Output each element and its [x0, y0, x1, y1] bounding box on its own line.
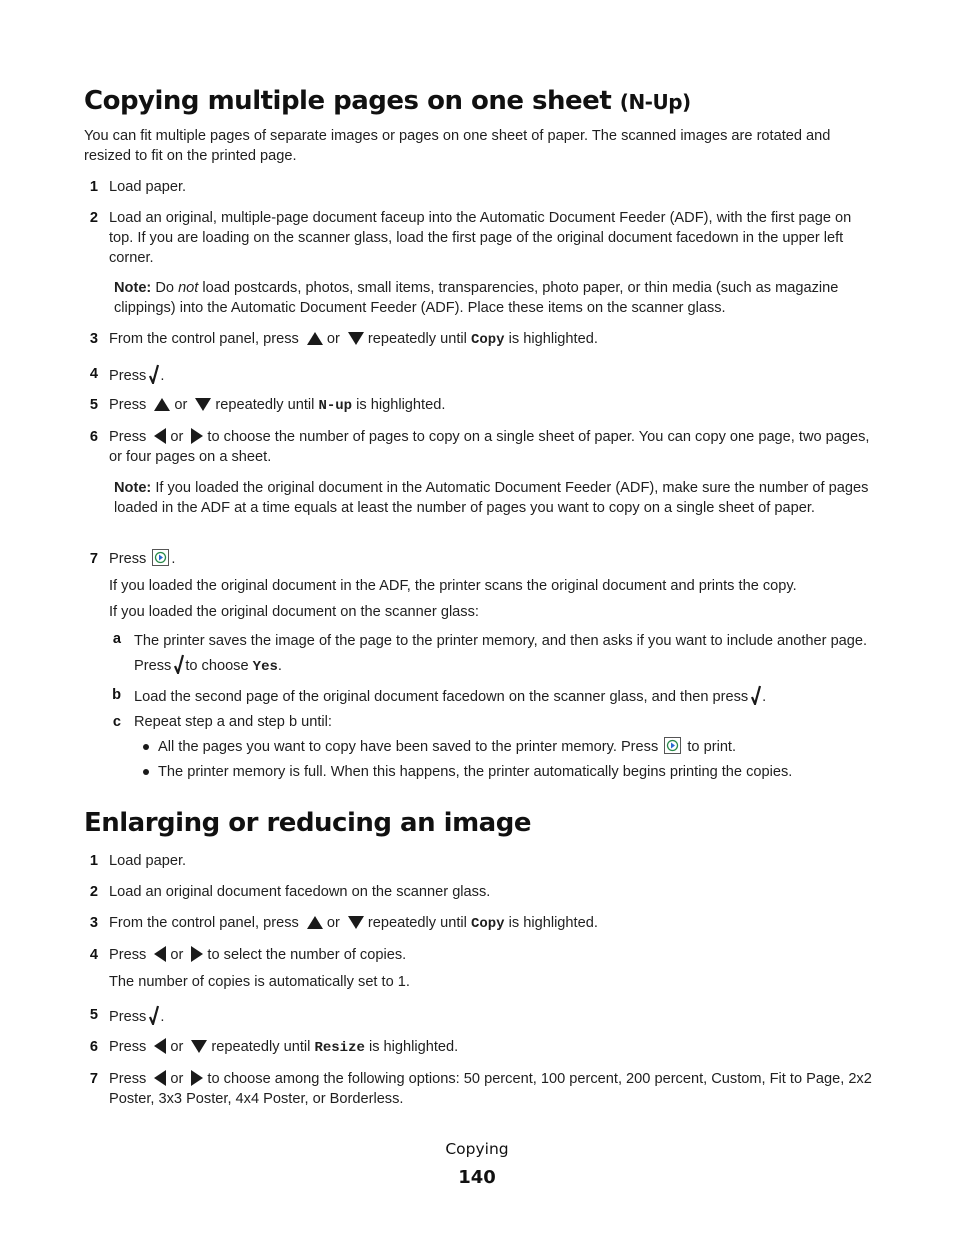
right-arrow-icon — [191, 1070, 203, 1086]
step-number: 4 — [89, 366, 98, 382]
text: Press — [109, 1009, 147, 1025]
step-number: 2 — [89, 884, 98, 900]
left-arrow-icon — [154, 946, 166, 962]
left-arrow-icon — [154, 428, 166, 444]
step-number: 7 — [89, 1071, 98, 1087]
text: From the control panel, press — [109, 915, 299, 931]
text: repeatedly until — [211, 1039, 311, 1055]
note-text: Do — [151, 280, 179, 296]
text: . — [762, 689, 767, 705]
code-text: Copy — [470, 916, 505, 932]
step-number: 3 — [89, 915, 98, 931]
step-text: Load an original, multiple-page document faceup into the Automatic Document Feeder (ADF), with the first page on top. If you are loading on the scanner glass, load the first page of the original document facedown in the upper left corner. — [109, 210, 852, 266]
text: is highlighted. — [508, 915, 598, 931]
text: . — [160, 368, 165, 384]
step-text — [109, 329, 874, 350]
bullet-text: The printer memory is full. When this happens, the printer automatically begins printing the copies. — [158, 764, 793, 780]
title-suffix: (N-Up) — [619, 90, 691, 114]
text: From the control panel, press — [109, 331, 299, 347]
text: to choose — [185, 658, 249, 674]
step-text — [109, 945, 874, 965]
text: or — [170, 1071, 184, 1087]
note-text: If you loaded the original document in the Automatic Document Feeder (ADF), make sure the number of pages loaded in the ADF at a time equals at least the number of pages you want to copy on a single sheet of paper. — [114, 480, 869, 516]
right-arrow-icon — [191, 428, 203, 444]
step-number: 5 — [89, 1007, 98, 1023]
note-text: load postcards, photos, small items, transparencies, photo paper, or thin media (such as magazine clippings) into the Automatic Document Feeder (ADF). Place these items on the scanner glass. — [114, 280, 839, 316]
note-emphasis: not — [178, 280, 199, 296]
text: . — [160, 1009, 165, 1025]
text: Press — [109, 551, 147, 567]
text: Press — [109, 1071, 147, 1087]
text: Press — [109, 397, 147, 413]
text: Press — [109, 947, 147, 963]
step-text — [109, 913, 874, 934]
step-number: 3 — [89, 331, 98, 347]
step-number: 2 — [89, 210, 98, 226]
up-arrow-icon — [307, 332, 323, 345]
text: or — [170, 429, 184, 445]
step-text — [109, 1037, 874, 1058]
bullet-dot — [143, 769, 149, 775]
step-number: 4 — [89, 947, 98, 963]
text: repeatedly until — [367, 331, 467, 347]
step-number: 6 — [89, 1039, 98, 1055]
text: repeatedly until — [367, 915, 467, 931]
text: to choose the number of pages to copy on a single sheet of paper. You can copy one page, two pages, or four pages on a sheet. — [109, 429, 870, 465]
step-number: 1 — [89, 179, 98, 195]
substep-letter: a — [112, 631, 121, 647]
text: to choose among the following options: 50 percent, 100 percent, 200 percent, Custom, Fit to Page, 2x2 Poster, 3x3 Poster, 4x4 Poster, or Borderless. — [109, 1071, 872, 1107]
bullet-text — [158, 737, 874, 757]
text: to print. — [687, 739, 737, 755]
note-paragraph — [114, 478, 874, 518]
text: or — [174, 397, 188, 413]
step-text: Load an original document facedown on the scanner glass. — [109, 884, 491, 900]
text: or — [170, 947, 184, 963]
substep-text: Repeat step a and step b until: — [134, 714, 332, 730]
code-text: N-up — [318, 398, 353, 414]
note-paragraph — [114, 278, 874, 318]
note-label: Note: — [114, 480, 152, 496]
substep-text — [134, 685, 874, 707]
substep-letter: b — [112, 687, 121, 703]
intro-paragraph: You can fit multiple pages of separate images or pages on one sheet of paper. The scanned images are rotated and resized to fit on the printed page. — [84, 128, 831, 164]
text: All the pages you want to copy have been saved to the printer memory. Press — [158, 739, 659, 755]
text: is highlighted. — [356, 397, 446, 413]
checkmark-icon — [149, 1005, 159, 1025]
up-arrow-icon — [154, 398, 170, 411]
title-text: Copying multiple pages on one sheet — [84, 86, 620, 116]
text: The printer saves the image of the page to the printer memory, and then asks if you want to include another page. Press — [134, 633, 868, 674]
step-number: 7 — [89, 551, 98, 567]
text: or — [326, 915, 340, 931]
note-label: Note: — [114, 280, 152, 296]
checkmark-icon — [149, 364, 159, 384]
text: is highlighted. — [508, 331, 598, 347]
section-title-enlarge-reduce: Enlarging or reducing an image — [84, 808, 531, 838]
bullet-dot — [143, 744, 149, 750]
substep-letter: c — [112, 714, 121, 730]
start-button-icon — [664, 737, 681, 754]
step-text — [109, 395, 874, 416]
step-paragraph: If you loaded the original document on the scanner glass: — [109, 604, 479, 620]
step-text — [109, 549, 874, 569]
down-arrow-icon — [195, 398, 211, 411]
text: or — [170, 1039, 184, 1055]
step-text: Load paper. — [109, 179, 187, 195]
text: Press — [109, 429, 147, 445]
text: or — [326, 331, 340, 347]
code-text: Yes — [252, 659, 278, 675]
code-text: Resize — [314, 1040, 365, 1056]
step-text: Load paper. — [109, 853, 187, 869]
text: Press — [109, 368, 147, 384]
step-text — [109, 1069, 874, 1109]
left-arrow-icon — [154, 1038, 166, 1054]
text: . — [171, 551, 176, 567]
step-text — [109, 427, 874, 467]
text: is highlighted. — [368, 1039, 459, 1055]
step-text — [109, 364, 874, 386]
checkmark-icon — [174, 654, 184, 674]
right-arrow-icon — [191, 946, 203, 962]
text: to select the number of copies. — [207, 947, 407, 963]
down-arrow-icon — [348, 916, 364, 929]
start-button-icon — [152, 549, 169, 566]
text: Press — [109, 1039, 147, 1055]
footer-page-number: 140 — [458, 1167, 496, 1188]
substep-text — [134, 629, 874, 680]
step-paragraph: The number of copies is automatically set to 1. — [109, 974, 410, 990]
down-arrow-icon — [348, 332, 364, 345]
section-title-n-up — [84, 86, 691, 116]
up-arrow-icon — [307, 916, 323, 929]
footer-chapter: Copying — [445, 1140, 509, 1158]
step-number: 6 — [89, 429, 98, 445]
checkmark-icon — [751, 685, 761, 705]
code-text: Copy — [470, 332, 505, 348]
step-number: 1 — [89, 853, 98, 869]
text: . — [277, 658, 282, 674]
left-arrow-icon — [154, 1070, 166, 1086]
text: repeatedly until — [215, 397, 315, 413]
step-paragraph: If you loaded the original document in the ADF, the printer scans the original document and prints the copy. — [109, 578, 797, 594]
step-text — [109, 1005, 874, 1027]
text: Load the second page of the original document facedown on the scanner glass, and then press — [134, 689, 749, 705]
down-arrow-icon — [191, 1040, 207, 1053]
step-number: 5 — [89, 397, 98, 413]
